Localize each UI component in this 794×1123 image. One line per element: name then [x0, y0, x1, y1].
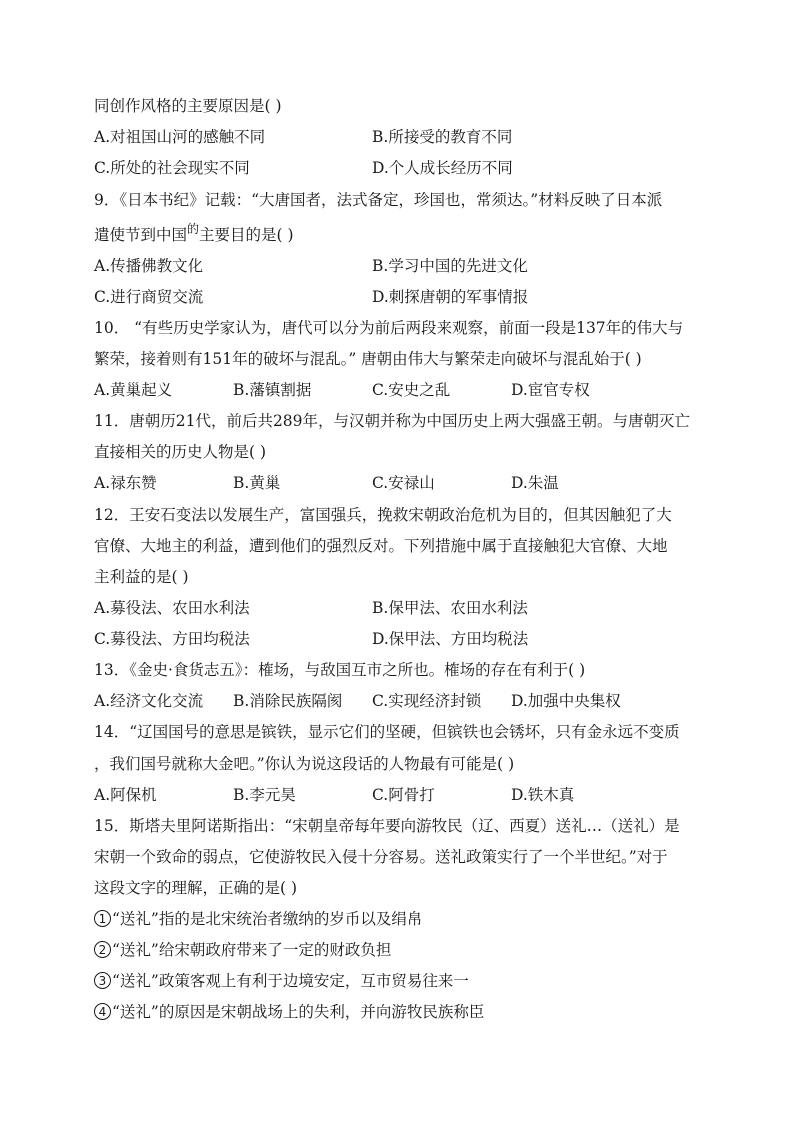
q12-stem-line3: 主利益的是( ) [94, 568, 189, 586]
q9-superscript: 的 [187, 222, 200, 236]
q11-stem-line1: 11．唐朝历21代，前后共289年，与汉朝并称为中国历史上两大强盛王朝。与唐朝灭亡 [94, 412, 691, 430]
q10-stem-line2: 繁荣，接着则有151年的破坏与混乱。” 唐朝由伟大与繁荣走向破坏与混乱始于( ) [94, 350, 642, 368]
statement-text: “送礼”给宋朝政府带来了一定的财政负担 [112, 941, 392, 959]
statement-text: “送礼”的原因是宋朝战场上的失利，并向游牧民族称臣 [112, 1003, 485, 1021]
q13-option-b: B.消除民族隔阂 [233, 692, 343, 710]
q14-option-c: C.阿骨打 [372, 786, 435, 804]
q9-option-d: D.刺探唐朝的军事情报 [372, 288, 529, 306]
q10-option-a: A.黄巢起义 [94, 381, 173, 399]
q12-option-b: B.保甲法、农田水利法 [372, 599, 528, 617]
q11-option-d: D.朱温 [511, 474, 559, 492]
circled-number-1: 1 [94, 910, 111, 927]
q13-option-c: C.实现经济封锁 [372, 692, 482, 710]
statement-text: “送礼”政策客观上有利于边境安定，互市贸易往来一 [112, 972, 469, 990]
q12-stem-line1: 12．王安石变法以发展生产，富国强兵，挽救宋朝政治危机为目的，但其因触犯了大 [94, 506, 672, 524]
q8-stem: 同创作风格的主要原因是( ) [94, 97, 282, 115]
q8-option-b: B.所接受的教育不同 [372, 128, 513, 146]
q9-stem-line1: 9．《日本书纪》记载：“大唐国者，法式备定，珍国也，常须达。”材料反映了日本派 [94, 191, 663, 209]
q12-stem-line2: 官僚、大地主的利益，遭到他们的强烈反对。下列措施中属于直接触犯大官僚、大地 [94, 537, 668, 555]
q14-stem-line1: 14．“辽国国号的意思是镔铁，显示它们的坚硬，但镔铁也会锈坏，只有金永远不变质 [94, 723, 680, 741]
q13-option-d: D.加强中央集权 [511, 692, 621, 710]
q8-option-a: A.对祖国山河的感触不同 [94, 128, 266, 146]
q14-option-a: A.阿保机 [94, 786, 157, 804]
q11-stem-line2: 直接相关的历史人物是( ) [94, 443, 267, 461]
q8-option-d: D.个人成长经历不同 [372, 159, 513, 177]
q11-option-a: A.禄东赞 [94, 474, 157, 492]
q15-statement-3 [94, 971, 469, 991]
q12-option-d: D.保甲法、方田均税法 [372, 630, 529, 648]
q14-option-b: B.李元昊 [233, 786, 296, 804]
circled-number-4: 4 [94, 1003, 111, 1020]
q9-option-b: B.学习中国的先进文化 [372, 257, 528, 275]
statement-text: “送礼”指的是北宋统治者缴纳的岁币以及绢帛 [112, 910, 423, 928]
q9-stem-line2 [94, 222, 294, 246]
q9-stem-part: 主要目的是( ) [199, 226, 294, 244]
q14-stem-line2: ，我们国号就称大金吧。”你认为说这段话的人物最有可能是( ) [94, 755, 515, 773]
q10-option-d: D.宦官专权 [511, 381, 590, 399]
q11-option-c: C.安禄山 [372, 474, 435, 492]
q9-option-a: A.传播佛教文化 [94, 257, 204, 275]
q8-option-c: C.所处的社会现实不同 [94, 159, 250, 177]
q14-option-d: D.铁木真 [511, 786, 575, 804]
q13-stem-line1: 13．《金史·食货志五》：榷场，与敌国互市之所也。榷场的存在有利于( ) [94, 661, 586, 679]
q15-stem-line3: 这段文字的理解，正确的是( ) [94, 879, 298, 897]
q10-option-c: C.安史之乱 [372, 381, 451, 399]
q15-statement-2 [94, 940, 391, 960]
q10-stem-line1: 10． “有些历史学家认为，唐代可以分为前后两段来观察，前面一段是137年的伟大与 [94, 319, 684, 337]
q13-option-a: A.经济文化交流 [94, 692, 204, 710]
q15-stem-line2: 宋朝一个致命的弱点，它使游牧民入侵十分容易。送礼政策实行了一个半世纪。”对于 [94, 848, 668, 866]
q12-option-a: A.募役法、农田水利法 [94, 599, 250, 617]
q15-statement-4 [94, 1002, 484, 1022]
q15-stem-line1: 15．斯塔夫里阿诺斯指出：“宋朝皇帝每年要向游牧民（辽、西夏）送礼…（送礼）是 [94, 817, 680, 835]
circled-number-2: 2 [94, 941, 111, 958]
q15-statement-1 [94, 909, 422, 929]
q9-stem-part: 遣使节到中国 [94, 226, 188, 244]
q9-option-c: C.进行商贸交流 [94, 288, 204, 306]
q10-option-b: B.藩镇割据 [233, 381, 312, 399]
q11-option-b: B.黄巢 [233, 474, 281, 492]
circled-number-3: 3 [94, 972, 111, 989]
q12-option-c: C.募役法、方田均税法 [94, 630, 250, 648]
